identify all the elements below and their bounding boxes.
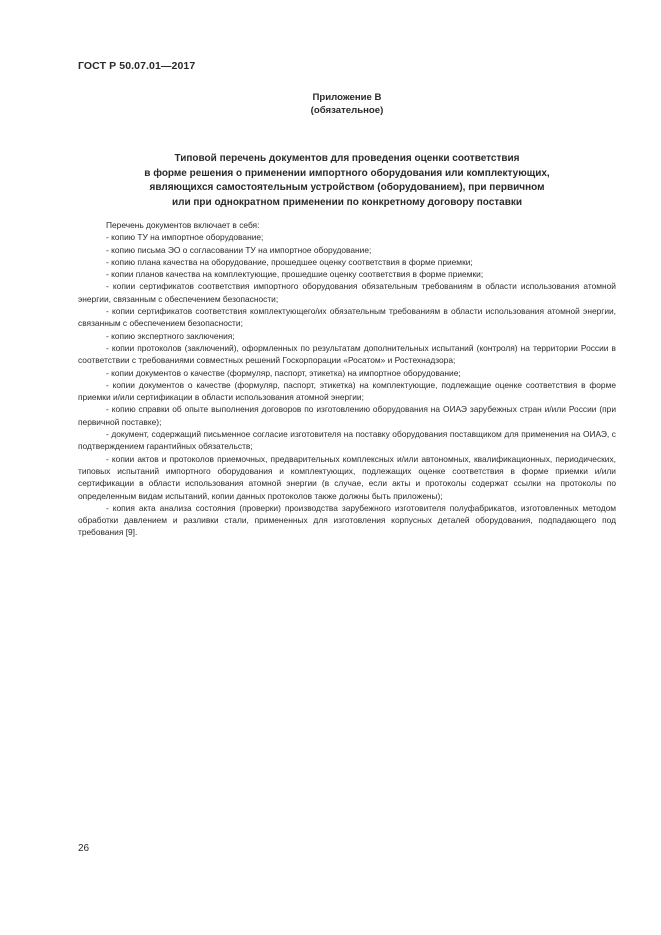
list-item: - документ, содержащий письменное согласие изготовителя на поставку оборудования поставщиком для применения на ОИАЭ, с подтверждением гарантийных обязательств;	[78, 429, 616, 452]
list-item: - копию письма ЭО о согласовании ТУ на импортное оборудование;	[106, 244, 372, 255]
document-code: ГОСТ Р 50.07.01—2017	[78, 60, 196, 72]
title-line: являющихся самостоятельным устройством (оборудованием), при первичном	[149, 182, 545, 193]
document-body	[78, 219, 616, 539]
list-item: - копию плана качества на оборудование, прошедшее оценку соответствия в форме приемки;	[106, 256, 473, 267]
list-item: - копии планов качества на комплектующие, прошедшие оценку соответствия в форме приемки;	[106, 269, 484, 280]
appendix-heading	[0, 91, 661, 117]
intro-paragraph: Перечень документов включает в себя:	[106, 220, 260, 230]
list-item: - копии документов о качестве (формуляр, паспорт, этикетка) на импортное оборудование;	[106, 367, 461, 378]
list-item: - копия акта анализа состояния (проверки) производства зарубежного изготовителя полуфабрикатов, изготовленных методом обработки давлением и разливки стали, примененных для изготовления корпусных деталей оборудования, подпадающего под требования [9].	[78, 502, 616, 538]
list-item: - копию экспертного заключения;	[106, 330, 235, 341]
document-title	[0, 152, 661, 210]
page-number: 26	[78, 843, 90, 854]
list-item: - копии документов о качестве (формуляр, паспорт, этикетка) на комплектующие, подлежащие оценке соответствия в форме приемки и/или сертификации в области использования атомной энергии;	[78, 379, 616, 403]
list-item: - копию справки об опыте выполнения договоров по изготовлению оборудования на ОИАЭ зарубежных стран и/или России (при первичной поставке);	[78, 404, 616, 427]
title-line: Типовой перечень документов для проведения оценки соответствия	[174, 153, 520, 164]
list-item: - копии сертификатов соответствия комплектующего/их обязательным требованиям в области использования атомной энергии, связанным с обеспечением безопасности;	[78, 306, 616, 329]
list-item: - копию ТУ на импортное оборудование;	[106, 232, 264, 243]
appendix-status: (обязательное)	[310, 105, 384, 116]
title-line: или при однократном применении по конкретному договору поставки	[171, 196, 523, 208]
title-line: в форме решения о применении импортного оборудования или комплектующих,	[144, 167, 550, 179]
appendix-title: Приложение В	[312, 92, 382, 103]
list-item: - копии сертификатов соответствия импортного оборудования обязательным требованиям в области использования атомной энергии, связанным с обеспечением безопасности;	[78, 281, 616, 304]
list-item: - копии актов и протоколов приемочных, предварительных комплексных и/или автономных, квалификационных, периодических, типовых испытаний импортного оборудования и комплектующих, подлежащих оценке соответствия в форме приемки и/или сертификации в области использования атомной энергии (в случае, если акты и протоколы содержат ссылки на протоколы по определенным видам испытаний, копии данных протоколов также должны быть приложены);	[78, 453, 616, 501]
list-item: - копии протоколов (заключений), оформленных по результатам дополнительных испытаний (контроля) на территории России в соответствии с требованиями совместных решений Госкорпорации «Росатом» и Ростехнадзора;	[78, 342, 616, 366]
